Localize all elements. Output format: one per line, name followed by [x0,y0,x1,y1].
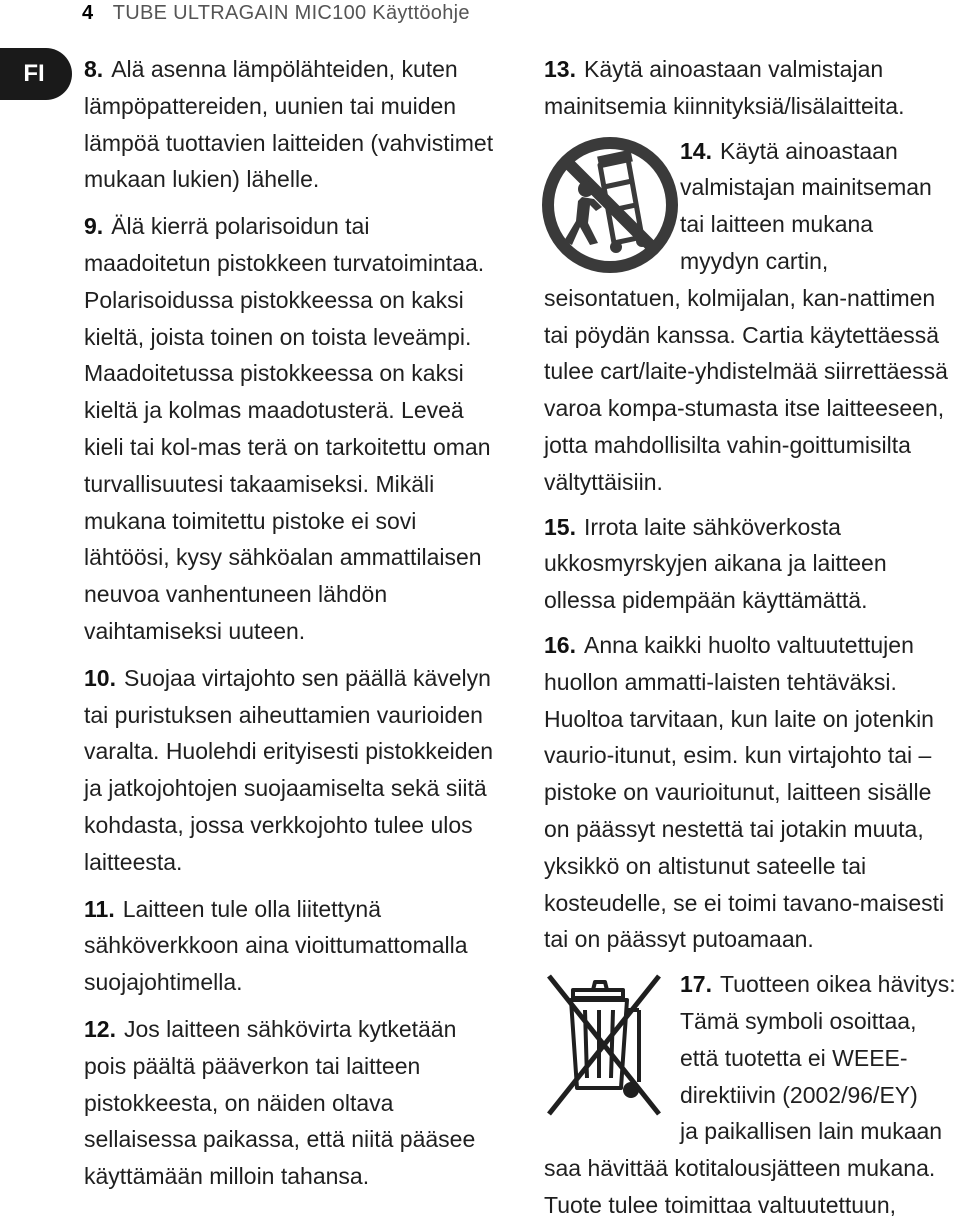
item-line: Tämä symboli osoittaa, [680,1007,917,1034]
item-line [544,966,956,1003]
item-17 [544,966,956,1224]
item-line: saa hävittää kotitalousjätteen mukana. [544,1155,936,1182]
item-number: 13. [544,56,576,82]
item-line: valmistajan mainitseman [680,174,932,201]
item-line [544,133,956,170]
item-number: 10. [84,664,116,691]
item-text: Anna kaikki huolto valtuutettujen huollon ammatti-laisten tehtäväksi. Huoltoa tarvitaan, kun laite on jotenkin vaurio-itunut, esim. kun virtajohto tai –pistoke on vaurioitunut, laitteen sisälle on päässyt nestettä tai jotakin muuta, yksikkö on altistunut sateelle tai kosteudelle, se ei toimi tavano-maisesti tai on päässyt putoamaan. [544,631,945,953]
item-line: että tuotetta ei WEEE- [680,1044,908,1071]
item-number: 15. [544,513,576,540]
item-16 [544,627,956,958]
item-10 [84,660,496,881]
item-number: 17. [680,971,712,998]
item-number: 14. [680,137,712,164]
item-text: Tuotteen oikea hävitys: [719,971,956,998]
item-11 [84,891,496,1001]
document-title: TUBE ULTRAGAIN MIC100 Käyttöohje [112,2,470,24]
item-text: Käytä ainoastaan [719,137,898,164]
item-9 [84,208,496,650]
language-tab: FI [0,48,72,100]
item-number: 16. [544,631,576,658]
item-8 [84,51,496,198]
item-14 [544,133,956,501]
item-text: Käytä ainoastaan valmistajan mainitsemia kiinnityksiä/lisälaitteita. [544,56,905,119]
item-line: ja paikallisen lain mukaan [680,1118,943,1145]
item-line: myydyn cartin, [680,247,829,274]
item-number: 12. [84,1015,116,1042]
item-13 [544,51,956,125]
item-line: direktiivin (2002/96/EY) [680,1081,918,1108]
left-column [84,51,496,1205]
item-12 [84,1011,496,1195]
item-text: Laitteen tule olla liitettynä sähköverkkoon aina vioittumattomalla suojajohtimella. [84,895,468,996]
item-text: Irrota laite sähköverkosta ukkosmyrskyjen aikana ja laitteen ollessa pidempään käyttämättä. [544,513,887,614]
item-number: 9. [84,213,104,240]
item-text: Jos laitteen sähkövirta kytketään pois päältä pääverkon tai laitteen pistokkeesta, on näiden oltava sellaisessa paikassa, että niitä pääsee käyttämään milloin tahansa. [84,1015,476,1190]
right-column [544,51,956,1232]
item-text: Suojaa virtajohto sen päällä kävelyn tai puristuksen aiheuttamien vaurioiden varalta. Huolehdi erityisesti pistokkeiden ja jatkojohtojen suojaamiselta sekä siitä kohdasta, jossa verkkojohto tulee ulos laitteesta. [84,664,494,875]
item-line: Tuote tulee toimittaa valtuutettuun, [544,1191,897,1218]
page-number: 4 [82,2,94,24]
item-line: tai laitteen mukana [680,211,874,238]
page-header [82,0,470,26]
item-text: Alä asenna lämpölähteiden, kuten lämpöpattereiden, uunien tai muiden lämpöä tuottavien laitteiden (vahvistimet mukaan lukien) lähelle. [84,56,494,193]
item-number: 11. [84,895,115,922]
item-text: seisontatuen, kolmijalan, kan-nattimen tai pöydän kanssa. Cartia käytettäessä tulee cart/laite-yhdistelmää siirrettäessä varoa kompa-stumasta itse laitteeseen, jotta mahdollisilta vahin-goittumisilta vältyttäisiin. [544,284,948,495]
item-15 [544,509,956,619]
item-text: Älä kierrä polarisoidun tai maadoitetun pistokkeen turvatoimintaa. Polarisoidussa pistokkeessa on kaksi kieltä, joista toinen on toista leveämpi. Maadoitetussa pistokkeessa on kaksi kieltä ja kolmas maadotusterä. Leveä kieli tai kol-mas terä on tarkoitettu oman turvallisuutesi takaamiseksi. Mikäli mukana toimitettu pistoke ei sovi lähtöösi, kysy sähköalan ammattilaisen neuvoa vanhentuneen lähdön vaihtamiseksi uuteen. [84,213,491,644]
item-number: 8. [84,56,104,82]
